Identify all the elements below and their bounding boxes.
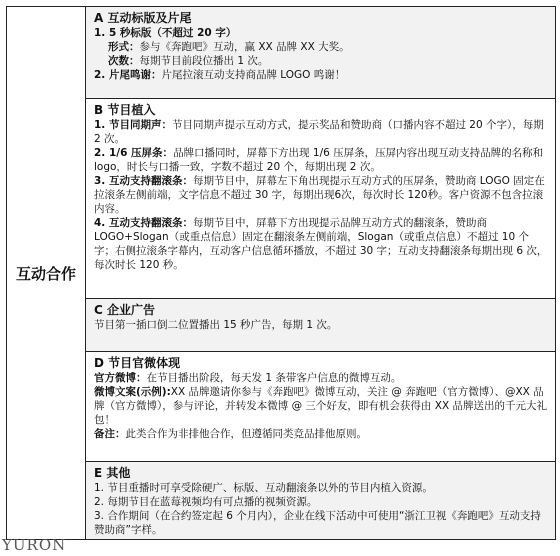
section-c <box>86 299 555 352</box>
sections <box>86 7 555 539</box>
section-b-title: B 节目植入 <box>94 103 156 118</box>
section-c-title: C 企业广告 <box>94 303 155 318</box>
section-c-text: 节目第一插口倒二位置播出 15 秒广告，每期 1 次。 <box>94 319 338 332</box>
section-d-official-weibo: 官方微博：在节目播出阶段，每天发 1 条带客户信息的微博互动。 <box>94 372 402 385</box>
section-d-title: D 节目官微体现 <box>94 356 181 371</box>
section-e-title: E 其他 <box>94 466 131 480</box>
section-b-item-4: 4. 互动支持翻滚条：每期节目中，屏幕下方出现提示品牌互动方式的翻滚条，赞助商 LOGO+Slogan（或重点信息）固定在翻滚条左侧前端，Slogan（或重点信息）不超过 10 个字；右侧拉滚条字幕内，互动客户信息循环播放，不超过 30 字；互动支持翻滚条每期出现 6 次，每次时长 120 秒。 <box>94 217 548 272</box>
section-a <box>86 7 555 99</box>
section-a-item-2: 2. 片尾鸣谢：片尾拉滚互动支持商品牌 LOGO 鸣谢！ <box>94 69 346 81</box>
section-e-item-2: 2. 每期节目在蓝莓视频均有可点播的视频资源。 <box>94 496 318 508</box>
watermark-text: YURON <box>2 536 67 554</box>
section-e <box>86 462 555 539</box>
section-e-item-1: 1. 节目重播时可享受除硬广、标版、互动翻滚条以外的节目内植入资源。 <box>94 482 433 494</box>
section-b-item-1: 1. 节目同期声：节目同期声提示互动方式，提示奖品和赞助商（口播内容不超过 20 个字），每期 2 次。 <box>94 119 544 146</box>
row-header <box>7 7 86 539</box>
section-a-count: 次数：每期节目前段位播出 1 次。 <box>108 55 269 67</box>
section-e-item-3: 3. 合作期间（在合约签定起 6 个月内），企业在线下活动中可使用“浙江卫视《奔跑吧》互动支持赞助商”字样。 <box>94 510 541 536</box>
cooperation-table <box>6 6 556 540</box>
row-header-label: 互动合作 <box>15 264 76 283</box>
section-b-item-3: 3. 互动支持翻滚条：每期节目中，屏幕左下角出现提示互动方式的压屏条，赞助商 LOGO 固定在拉滚条左侧前端，文字信息不超过 30 字，每期出现6次，每次时长 120秒。客户资源不包含拉滚内容。 <box>94 175 545 216</box>
section-a-title: A 互动标版及片尾 <box>94 11 192 25</box>
section-d <box>86 352 555 462</box>
section-d-note: 备注：此类合作为非排他合作，但遵循同类竞品排他原则。 <box>94 428 367 441</box>
section-b-item-2: 2. 1/6 压屏条：品牌口播同时，屏幕下方出现 1/6 压屏条，压屏内容出现互动支持品牌的名称和 logo，时长与口播一致，字数不超过 20 个，每期出现 2 次。 <box>94 147 544 174</box>
section-a-item-1: 1. 5 秒标版（不超过 20 字） <box>94 27 237 39</box>
section-d-weibo-copy: 微博文案(示例):XX 品牌邀请你参与《奔跑吧》微博互动，关注 @ 奔跑吧（官方微博）、@XX 品牌（官方微博），参与评论，并转发本微博 @ 三个好友，即有机会获得由 XX 品牌送出的千元大礼包！ <box>94 386 547 427</box>
section-a-form: 形式：参与《奔跑吧》互动，赢 XX 品牌 XX 大奖。 <box>108 41 350 53</box>
section-b <box>86 99 555 299</box>
